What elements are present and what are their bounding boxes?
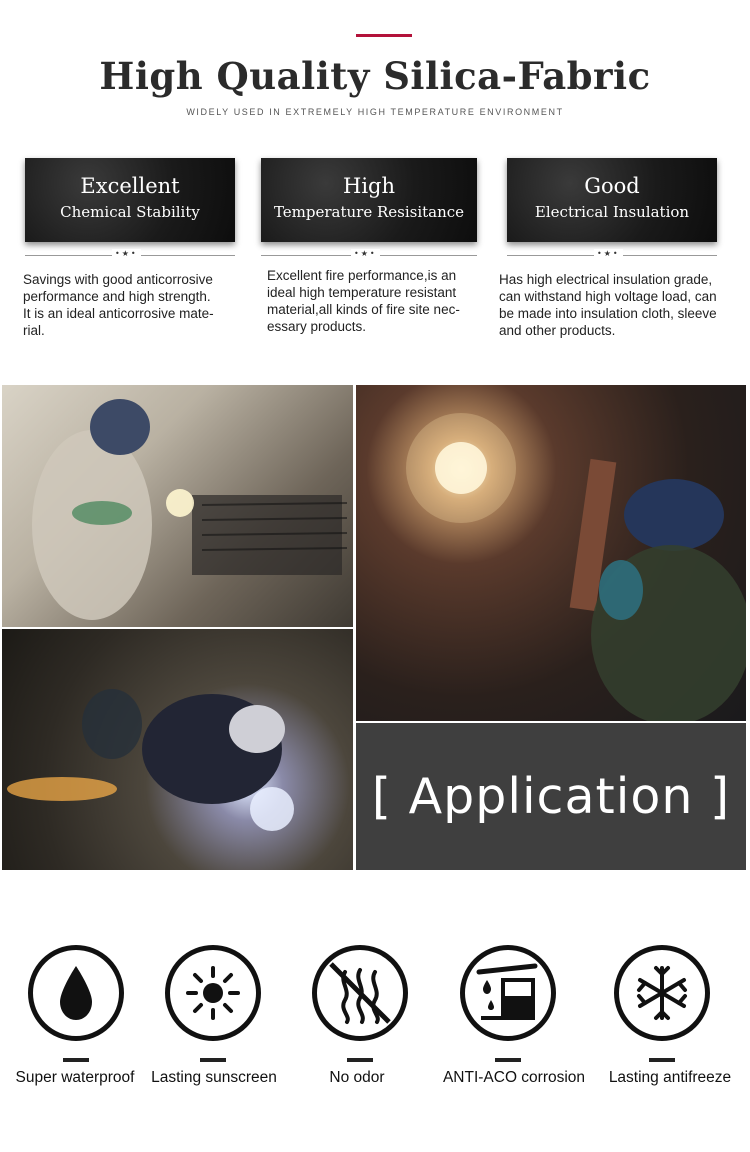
title-accent-bar: [356, 34, 412, 37]
feature-subtitle: Temperature Resisitance: [273, 203, 465, 221]
sun-icon: [165, 945, 261, 1041]
snowflake-icon: [614, 945, 710, 1041]
property-label-waterproof: Super waterproof: [15, 1069, 135, 1086]
divider-star-icon: •★•: [112, 249, 141, 258]
icon-underline: [649, 1058, 675, 1062]
feature-title: Excellent: [80, 174, 180, 198]
divider-star-icon: •★•: [351, 249, 380, 258]
description-line: can withstand high voltage load, can: [499, 289, 717, 304]
water-drop-icon: [28, 945, 124, 1041]
feature-card-temperature-resistance: [261, 158, 477, 242]
icon-underline: [347, 1058, 373, 1062]
property-label-sunscreen: Lasting sunscreen: [151, 1069, 277, 1086]
description-line: It is an ideal anticorrosive mate-: [23, 306, 214, 321]
corrosion-icon: [460, 945, 556, 1041]
description-line: Excellent fire performance,is an: [267, 268, 457, 283]
description-line: and other products.: [499, 323, 616, 338]
icon-underline: [63, 1058, 89, 1062]
welding-photo-sparks: [356, 385, 746, 721]
divider-star-icon: •★•: [594, 249, 623, 258]
description-line: ideal high temperature resistant: [267, 285, 457, 300]
page-title: High Quality Silica-Fabric: [99, 54, 651, 98]
icon-underline: [200, 1058, 226, 1062]
description-line: essary products.: [267, 319, 367, 334]
icon-underline: [495, 1058, 521, 1062]
description-line: be made into insulation cloth, sleeve: [499, 306, 717, 321]
welding-photo-floor: [2, 629, 353, 870]
description-line: Has high electrical insulation grade,: [499, 272, 713, 287]
description-line: Savings with good anticorrosive: [23, 272, 213, 287]
description-line: material,all kinds of fire site nec-: [267, 302, 460, 317]
feature-card-chemical-stability: [25, 158, 235, 242]
feature-description-electrical-insulation: [499, 271, 717, 339]
application-panel: [ Application ]: [356, 723, 746, 870]
no-odor-icon: [312, 945, 408, 1041]
feature-description-chemical-stability: [23, 271, 214, 339]
feature-title: High: [343, 174, 395, 198]
feature-title: Good: [584, 174, 640, 198]
description-line: rial.: [23, 323, 45, 338]
description-line: performance and high strength.: [23, 289, 211, 304]
feature-card-electrical-insulation: [507, 158, 717, 242]
feature-description-temperature-resistance: [267, 267, 460, 335]
feature-subtitle: Chemical Stability: [60, 203, 200, 221]
property-label-anti-corrosion: ANTI-ACO corrosion: [442, 1069, 586, 1086]
welding-photo-workshop: [2, 385, 353, 627]
page-subtitle: WIDELY USED IN EXTREMELY HIGH TEMPERATURE ENVIRONMENT: [186, 107, 564, 117]
property-label-no-odor: No odor: [329, 1069, 385, 1086]
feature-subtitle: Electrical Insulation: [534, 203, 690, 221]
property-label-antifreeze: Lasting antifreeze: [608, 1069, 732, 1086]
